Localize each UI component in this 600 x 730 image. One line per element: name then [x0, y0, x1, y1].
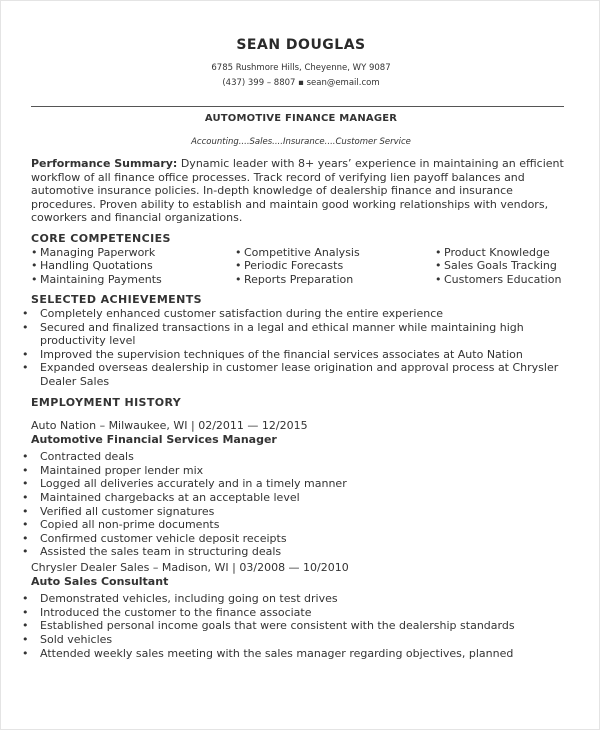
list-item: • Logged all deliveries accurately and in a timely manner — [22, 477, 347, 491]
list-item: • Periodic Forecasts — [235, 259, 344, 273]
list-item: • Established personal income goals that were consistent with the dealership standards — [22, 619, 515, 633]
list-item: • Secured and finalized transactions in a legal and ethical manner while maintaining high productivity level — [22, 320, 524, 348]
header-divider — [31, 106, 564, 107]
bullet-glyph: • — [235, 272, 242, 286]
achievements-list — [22, 306, 571, 389]
list-item: • Demonstrated vehicles, including going on test drives — [22, 592, 338, 606]
list-item: • Expanded overseas dealership in customer lease origination and approval process at Chrysler Dealer Sales — [22, 361, 559, 388]
bullet-glyph: • — [31, 259, 38, 273]
bullet-glyph: • — [31, 245, 38, 259]
list-item: • Contracted deals — [22, 450, 134, 464]
competencies-column — [31, 246, 235, 287]
bullet-glyph: • — [22, 619, 29, 633]
list-item: • Maintained chargebacks at an acceptable level — [22, 491, 300, 505]
list-item: • Copied all non-prime documents — [22, 518, 220, 532]
address-line: 6785 Rushmore Hills, Cheyenne, WY 9087 — [211, 63, 391, 73]
bullet-glyph: • — [235, 259, 242, 273]
list-item: • Maintained proper lender mix — [22, 463, 204, 477]
list-item: • Handling Quotations — [31, 259, 153, 273]
bullet-glyph: • — [22, 504, 29, 518]
target-job-title: AUTOMOTIVE FINANCE MANAGER — [204, 113, 398, 124]
competencies-column — [235, 246, 435, 287]
resume-body — [22, 157, 571, 660]
list-item: • Customers Education — [435, 272, 562, 286]
list-item: • Introduced the customer to the finance associate — [22, 605, 312, 619]
candidate-name: SEAN DOUGLAS — [236, 37, 366, 53]
bullet-glyph: • — [22, 646, 29, 660]
list-item: • Product Knowledge — [435, 245, 550, 259]
list-item: • Competitive Analysis — [235, 245, 360, 259]
list-item: • Maintaining Payments — [31, 272, 162, 286]
bullet-glyph: • — [22, 518, 29, 532]
bullet-glyph: • — [22, 450, 29, 464]
list-item: • Improved the supervision techniques of the financial services associates at Auto Nation — [22, 347, 523, 361]
bullet-glyph: • — [22, 491, 29, 505]
bullet-glyph: • — [22, 592, 29, 606]
competencies-grid — [31, 246, 571, 287]
list-item: • Sales Goals Tracking — [435, 259, 557, 273]
bullet-glyph: • — [22, 347, 29, 361]
list-item: • Attended weekly sales meeting with the sales manager regarding objectives, planned — [22, 646, 514, 660]
bullet-glyph: • — [235, 245, 242, 259]
list-item: • Sold vehicles — [22, 633, 113, 646]
bullet-glyph: • — [22, 361, 29, 375]
employment-heading: EMPLOYMENT HISTORY — [31, 395, 182, 409]
bullet-glyph: • — [435, 245, 442, 259]
bullet-glyph: • — [435, 272, 442, 286]
bullet-glyph: • — [435, 259, 442, 273]
duties-list — [22, 592, 571, 660]
bullet-glyph: • — [22, 477, 29, 491]
summary-label: Performance Summary: — [31, 157, 178, 170]
bullet-glyph: • — [22, 531, 29, 545]
competencies-heading: CORE COMPETENCIES — [31, 231, 171, 245]
performance-summary — [31, 157, 571, 225]
job-role: Automotive Financial Services Manager — [31, 432, 277, 446]
list-item: • Managing Paperwork — [31, 245, 156, 259]
focus-areas: Accounting....Sales....Insurance....Customer Service — [191, 137, 411, 147]
list-item: • Assisted the sales team in structuring deals — [22, 545, 282, 559]
achievements-heading: SELECTED ACHIEVEMENTS — [31, 293, 202, 307]
bullet-glyph: • — [22, 463, 29, 477]
bullet-glyph: • — [22, 320, 29, 334]
bullet-glyph: • — [31, 272, 38, 286]
competencies-column — [435, 246, 571, 287]
bullet-glyph: • — [22, 633, 29, 646]
employer-line: Chrysler Dealer Sales – Madison, WI | 03/2008 — 10/2010 — [31, 561, 349, 575]
list-item: • Reports Preparation — [235, 272, 354, 286]
bullet-glyph: • — [22, 605, 29, 619]
employer-line: Auto Nation – Milwaukee, WI | 02/2011 — 12/2015 — [31, 419, 308, 433]
job-role: Auto Sales Consultant — [31, 574, 169, 588]
bullet-glyph: • — [22, 306, 29, 320]
contact-line: (437) 399 – 8807 ▪ sean@email.com — [222, 78, 380, 88]
list-item: • Completely enhanced customer satisfaction during the entire experience — [22, 306, 444, 320]
summary-text: Dynamic leader with 8+ years’ experience in maintaining an efficient workflow of all finance office processes. Track record of verifying lien payoff balances and automotive insurance policies. In-depth knowledge of dealership finance and insurance procedures. Proven ability to establish and maintain good working relationships with vendors, coworkers and financial organizations. — [31, 157, 564, 225]
list-item: • Confirmed customer vehicle deposit receipts — [22, 531, 287, 545]
duties-list — [22, 450, 571, 559]
list-item: • Verified all customer signatures — [22, 504, 215, 518]
bullet-glyph: • — [22, 545, 29, 559]
